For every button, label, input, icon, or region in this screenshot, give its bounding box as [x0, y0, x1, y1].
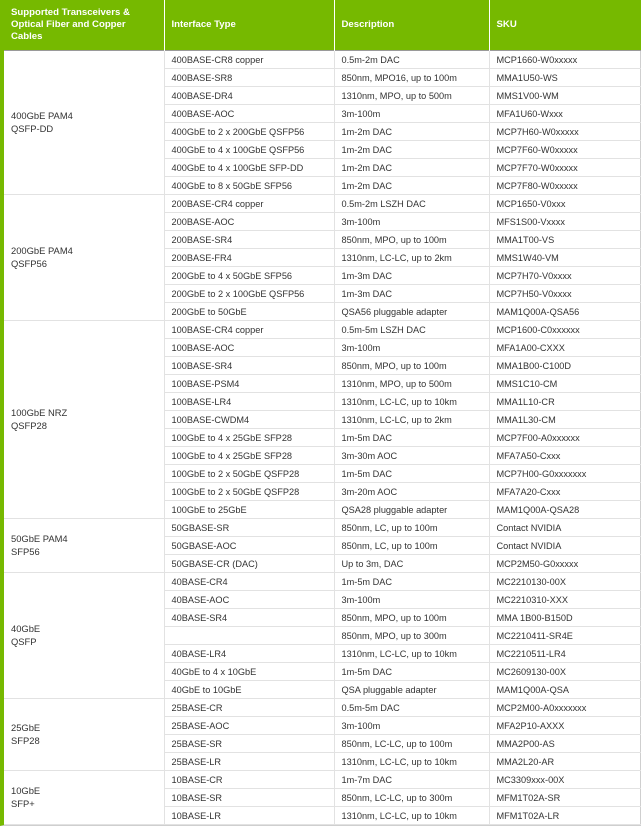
group-label: [4, 51, 164, 195]
cell-description: 3m-100m: [334, 339, 489, 357]
cell-interface-type: 10BASE-LR: [164, 807, 334, 825]
cell-description: 850nm, MPO, up to 100m: [334, 231, 489, 249]
cell-description: 1310nm, LC-LC, up to 2km: [334, 411, 489, 429]
cell-sku: MMS1C10-CM: [489, 375, 641, 393]
cell-description: 1m-7m DAC: [334, 771, 489, 789]
cell-description: 1310nm, LC-LC, up to 10km: [334, 645, 489, 663]
cell-interface-type: 40GbE to 10GbE: [164, 681, 334, 699]
cell-interface-type: [164, 627, 334, 645]
cell-sku: MMA2L20-AR: [489, 753, 641, 771]
group-label-line: 40GbE: [11, 622, 41, 634]
cell-sku: MCP2M00-A0xxxxxxx: [489, 699, 641, 717]
cell-sku: MMA1U50-WS: [489, 69, 641, 87]
cell-interface-type: 40BASE-AOC: [164, 591, 334, 609]
table-header: [4, 0, 641, 51]
cell-interface-type: 100BASE-CWDM4: [164, 411, 334, 429]
cell-sku: MAM1Q00A-QSA: [489, 681, 641, 699]
column-header-sku: SKU: [489, 0, 641, 51]
cell-sku: MMA1T00-VS: [489, 231, 641, 249]
group-label-line: 25GbE: [11, 721, 41, 733]
cell-description: QSA pluggable adapter: [334, 681, 489, 699]
cell-interface-type: 400GbE to 2 x 200GbE QSFP56: [164, 123, 334, 141]
cell-sku: MFA7A20-Cxxx: [489, 483, 641, 501]
cell-interface-type: 10BASE-CR: [164, 771, 334, 789]
cell-interface-type: 50GBASE-SR: [164, 519, 334, 537]
cell-interface-type: 200BASE-SR4: [164, 231, 334, 249]
cell-description: 850nm, MPO, up to 100m: [334, 609, 489, 627]
group-label: [4, 195, 164, 321]
table-row: [4, 321, 641, 339]
supported-transceivers-table: [4, 0, 641, 825]
cell-sku: Contact NVIDIA: [489, 519, 641, 537]
cell-sku: MCP7H00-G0xxxxxxx: [489, 465, 641, 483]
cell-description: 3m-20m AOC: [334, 483, 489, 501]
cell-interface-type: 100GbE to 2 x 50GbE QSFP28: [164, 483, 334, 501]
cell-sku: MC2609130-00X: [489, 663, 641, 681]
cell-interface-type: 50GBASE-CR (DAC): [164, 555, 334, 573]
cell-interface-type: 400BASE-CR8 copper: [164, 51, 334, 69]
cell-description: 0.5m-5m LSZH DAC: [334, 321, 489, 339]
cell-sku: MC3309xxx-00X: [489, 771, 641, 789]
column-header-interface-type: Interface Type: [164, 0, 334, 51]
cell-description: 1m-5m DAC: [334, 573, 489, 591]
group-label: [4, 519, 164, 573]
cell-sku: MFA1U60-Wxxx: [489, 105, 641, 123]
cell-interface-type: 400BASE-AOC: [164, 105, 334, 123]
cell-interface-type: 200BASE-AOC: [164, 213, 334, 231]
cell-description: 1310nm, LC-LC, up to 2km: [334, 249, 489, 267]
cell-description: 3m-100m: [334, 591, 489, 609]
group-label-line: QSFP28: [11, 419, 47, 431]
cell-sku: MAM1Q00A-QSA56: [489, 303, 641, 321]
table-row: [4, 573, 641, 591]
cell-interface-type: 25BASE-LR: [164, 753, 334, 771]
group-label: [4, 699, 164, 771]
group-label-line: SFP+: [11, 797, 35, 809]
cell-description: QSA28 pluggable adapter: [334, 501, 489, 519]
cell-sku: MMA2P00-AS: [489, 735, 641, 753]
cell-description: 0.5m-2m DAC: [334, 51, 489, 69]
cell-interface-type: 100GbE to 2 x 50GbE QSFP28: [164, 465, 334, 483]
cell-description: 1m-2m DAC: [334, 123, 489, 141]
cell-sku: MC2210130-00X: [489, 573, 641, 591]
cell-interface-type: 200BASE-FR4: [164, 249, 334, 267]
cell-description: 850nm, LC, up to 100m: [334, 519, 489, 537]
cell-description: 850nm, MPO, up to 300m: [334, 627, 489, 645]
cell-description: 1m-2m DAC: [334, 177, 489, 195]
cell-description: 3m-100m: [334, 717, 489, 735]
cell-interface-type: 100BASE-SR4: [164, 357, 334, 375]
group-label-line: SFP56: [11, 545, 40, 557]
group-label-line: QSFP: [11, 635, 37, 647]
table-row: [4, 195, 641, 213]
cell-interface-type: 400GbE to 8 x 50GbE SFP56: [164, 177, 334, 195]
column-header-supported-transceivers: Supported Transceivers & Optical Fiber and Copper Cables: [4, 0, 164, 51]
cell-sku: MCP1660-W0xxxxx: [489, 51, 641, 69]
cell-description: Up to 3m, DAC: [334, 555, 489, 573]
cell-description: 850nm, LC, up to 100m: [334, 537, 489, 555]
cell-description: 850nm, MPO, up to 100m: [334, 357, 489, 375]
cell-sku: MMA1B00-C100D: [489, 357, 641, 375]
cell-sku: MMA1L30-CM: [489, 411, 641, 429]
cell-sku: MFA7A50-Cxxx: [489, 447, 641, 465]
cell-interface-type: 40BASE-CR4: [164, 573, 334, 591]
cell-description: 850nm, LC-LC, up to 100m: [334, 735, 489, 753]
table-row: [4, 771, 641, 789]
cell-description: 1m-3m DAC: [334, 267, 489, 285]
group-label-line: 200GbE PAM4: [11, 244, 73, 256]
table-row: [4, 519, 641, 537]
cell-sku: MCP1650-V0xxx: [489, 195, 641, 213]
cell-sku: MFS1S00-Vxxxx: [489, 213, 641, 231]
table-row: [4, 699, 641, 717]
cell-sku: MCP7H60-W0xxxxx: [489, 123, 641, 141]
cell-sku: MFM1T02A-SR: [489, 789, 641, 807]
cell-interface-type: 400BASE-SR8: [164, 69, 334, 87]
group-label-line: 400GbE PAM4: [11, 109, 73, 121]
cell-sku: MCP7F00-A0xxxxxx: [489, 429, 641, 447]
cell-sku: MCP1600-C0xxxxxx: [489, 321, 641, 339]
cell-description: 1m-3m DAC: [334, 285, 489, 303]
cell-sku: MFM1T02A-LR: [489, 807, 641, 825]
table-row: [4, 51, 641, 69]
cell-description: 3m-30m AOC: [334, 447, 489, 465]
cell-description: 1310nm, LC-LC, up to 10km: [334, 753, 489, 771]
cell-interface-type: 400GbE to 4 x 100GbE SFP-DD: [164, 159, 334, 177]
cell-interface-type: 100GbE to 25GbE: [164, 501, 334, 519]
table-body: [4, 51, 641, 825]
cell-interface-type: 25BASE-SR: [164, 735, 334, 753]
group-label-line: SFP28: [11, 734, 40, 746]
cell-interface-type: 40GbE to 4 x 10GbE: [164, 663, 334, 681]
cell-sku: MCP7F80-W0xxxxx: [489, 177, 641, 195]
cell-description: QSA56 pluggable adapter: [334, 303, 489, 321]
cell-interface-type: 100GbE to 4 x 25GbE SFP28: [164, 429, 334, 447]
cell-sku: MMA 1B00-B150D: [489, 609, 641, 627]
cell-interface-type: 200GbE to 4 x 50GbE SFP56: [164, 267, 334, 285]
cell-interface-type: 25BASE-CR: [164, 699, 334, 717]
cell-interface-type: 400BASE-DR4: [164, 87, 334, 105]
cell-interface-type: 25BASE-AOC: [164, 717, 334, 735]
cell-sku: MMS1W40-VM: [489, 249, 641, 267]
group-label: [4, 573, 164, 699]
group-label-line: 10GbE: [11, 784, 41, 796]
cell-sku: MCP2M50-G0xxxxx: [489, 555, 641, 573]
cell-sku: MMS1V00-WM: [489, 87, 641, 105]
cell-sku: Contact NVIDIA: [489, 537, 641, 555]
cell-sku: MC2210411-SR4E: [489, 627, 641, 645]
cell-description: 1310nm, MPO, up to 500m: [334, 87, 489, 105]
column-header-description: Description: [334, 0, 489, 51]
cell-sku: MMA1L10-CR: [489, 393, 641, 411]
group-label-line: QSFP56: [11, 257, 47, 269]
cell-description: 1m-5m DAC: [334, 663, 489, 681]
cell-interface-type: 100BASE-CR4 copper: [164, 321, 334, 339]
cell-description: 3m-100m: [334, 213, 489, 231]
cell-sku: MC2210511-LR4: [489, 645, 641, 663]
cell-description: 1m-5m DAC: [334, 465, 489, 483]
cell-interface-type: 50GBASE-AOC: [164, 537, 334, 555]
cell-description: 1310nm, MPO, up to 500m: [334, 375, 489, 393]
cell-description: 850nm, MPO16, up to 100m: [334, 69, 489, 87]
cell-description: 1310nm, LC-LC, up to 10km: [334, 393, 489, 411]
cell-interface-type: 100BASE-LR4: [164, 393, 334, 411]
group-label-line: 50GbE PAM4: [11, 532, 68, 544]
cell-description: 1m-5m DAC: [334, 429, 489, 447]
cell-interface-type: 200GbE to 50GbE: [164, 303, 334, 321]
cell-interface-type: 100BASE-AOC: [164, 339, 334, 357]
cell-interface-type: 400GbE to 4 x 100GbE QSFP56: [164, 141, 334, 159]
cell-interface-type: 10BASE-SR: [164, 789, 334, 807]
cell-sku: MCP7H70-V0xxxx: [489, 267, 641, 285]
cell-sku: MFA1A00-CXXX: [489, 339, 641, 357]
cell-interface-type: 200BASE-CR4 copper: [164, 195, 334, 213]
cell-description: 3m-100m: [334, 105, 489, 123]
cell-sku: MCP7F70-W0xxxxx: [489, 159, 641, 177]
cell-description: 1m-2m DAC: [334, 159, 489, 177]
group-label-line: 100GbE NRZ: [11, 406, 68, 418]
group-label: [4, 321, 164, 519]
group-label: [4, 771, 164, 825]
cell-interface-type: 40BASE-LR4: [164, 645, 334, 663]
table-header-row: [4, 0, 641, 51]
cell-description: 0.5m-2m LSZH DAC: [334, 195, 489, 213]
cell-sku: MFA2P10-AXXX: [489, 717, 641, 735]
cell-description: 850nm, LC-LC, up to 300m: [334, 789, 489, 807]
cell-interface-type: 100BASE-PSM4: [164, 375, 334, 393]
cell-interface-type: 100GbE to 4 x 25GbE SFP28: [164, 447, 334, 465]
group-label-line: QSFP-DD: [11, 122, 54, 134]
cell-interface-type: 40BASE-SR4: [164, 609, 334, 627]
cell-sku: MCP7F60-W0xxxxx: [489, 141, 641, 159]
cell-sku: MAM1Q00A-QSA28: [489, 501, 641, 519]
cell-sku: MC2210310-XXX: [489, 591, 641, 609]
cell-description: 1310nm, LC-LC, up to 10km: [334, 807, 489, 825]
cell-sku: MCP7H50-V0xxxx: [489, 285, 641, 303]
cell-interface-type: 200GbE to 2 x 100GbE QSFP56: [164, 285, 334, 303]
cell-description: 0.5m-5m DAC: [334, 699, 489, 717]
cell-description: 1m-2m DAC: [334, 141, 489, 159]
